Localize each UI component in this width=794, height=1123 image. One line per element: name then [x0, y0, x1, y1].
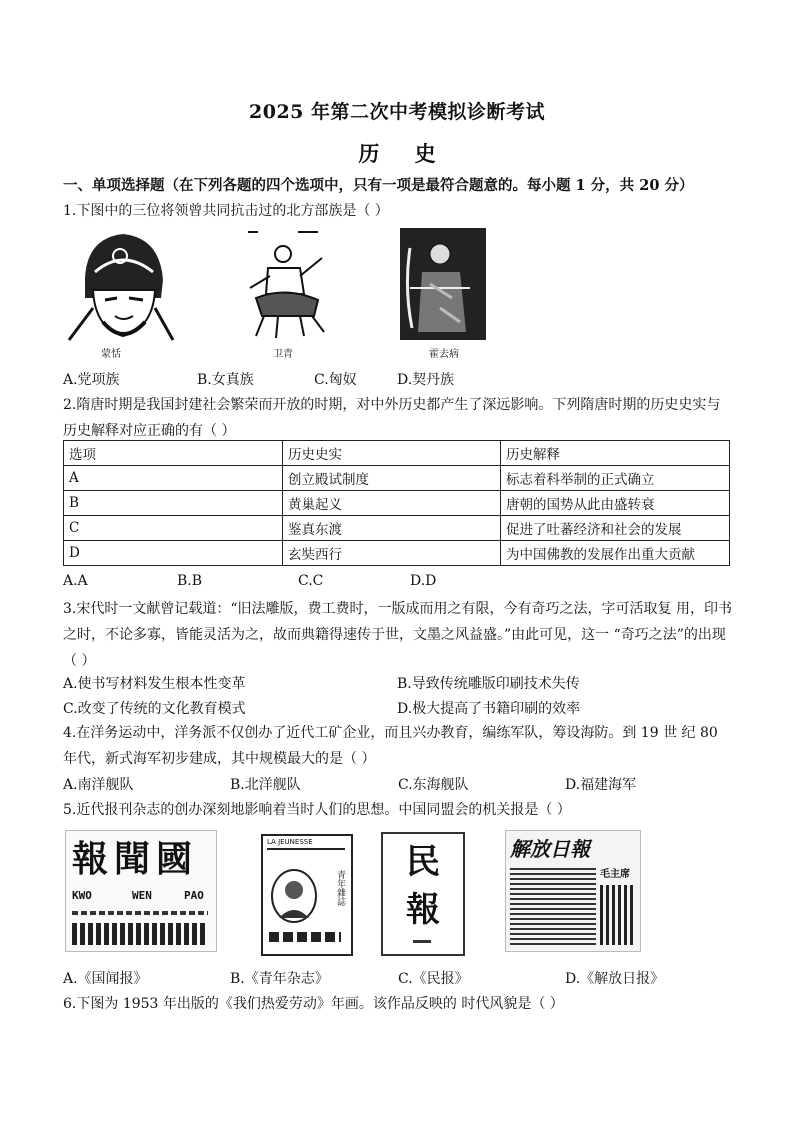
table-cell: 唐朝的国势从此由盛转衰	[501, 491, 730, 516]
table-header-row	[64, 441, 730, 466]
exam-title: 2025 年第二次中考模拟诊断考试	[249, 101, 545, 123]
question-5-options	[63, 968, 743, 992]
roman-kwo: KWO	[72, 889, 92, 902]
newspaper-min-bao	[381, 832, 465, 956]
print-lines	[72, 911, 208, 915]
question-2-stem: 2.隋唐时期是我国封建社会繁荣而开放的时期，对中外历史都产生了深远影响。下列隋唐时期的历史史实与历史解释对应正确的有（ ）	[63, 397, 721, 439]
section-heading: 一、单项选择题（在下列各题的四个选项中，只有一项是最符合题意的。每小题 1 分，共 20 分）	[63, 177, 694, 194]
q5-option-c[interactable]: C.《民报》	[398, 971, 469, 987]
q1-option-d[interactable]: D.契丹族	[397, 372, 455, 388]
question-1-stem: 1.下图中的三位将领曾共同抗击过的北方部族是（ ）	[63, 203, 389, 219]
q5-newspapers	[63, 830, 663, 955]
print-block	[600, 885, 636, 945]
q3-option-d[interactable]: D.极大提高了书籍印刷的效率	[397, 701, 581, 717]
q1-option-b[interactable]: B.女真族	[197, 372, 254, 388]
kwo-wen-pao-masthead: 報聞國	[72, 838, 199, 880]
print-mark	[413, 940, 431, 943]
huo-qubing-figure	[400, 228, 486, 340]
table-row	[64, 516, 730, 541]
la-jeunesse-head: LA JEUNESSE	[267, 838, 313, 846]
divider	[267, 848, 345, 850]
newspaper-la-jeunesse	[261, 834, 353, 956]
portrait-medallion	[269, 868, 319, 924]
table-cell: 创立殿试制度	[283, 466, 501, 491]
table-cell: A	[64, 466, 283, 491]
table-row	[64, 466, 730, 491]
print-block	[269, 932, 341, 942]
table-cell: C	[64, 516, 283, 541]
newspaper-jiefang-ribao	[505, 830, 641, 952]
question-4-stem: 4.在洋务运动中，洋务派不仅创办了近代工矿企业，而且兴办教育，编练军队，筹设海防。到 19 世 纪 80 年代，新式海军初步建成，其中规模最大的是（ ）	[63, 725, 718, 767]
meng-tian-portrait	[65, 228, 177, 343]
caption-meng-tian: 蒙恬	[101, 349, 121, 360]
question-5-stem: 5.近代报刊杂志的创办深刻地影响着当时人们的思想。中国同盟会的机关报是（ ）	[63, 802, 571, 818]
question-2-table	[63, 440, 730, 566]
question-3-stem: 3.宋代时一文献曾记载道：“旧法雕版，费工费时，一版成而用之有限，今有奇巧之法，字可活取复 用，印书之时，不论多寡，皆能灵活为之，故而典籍得速传于世，文墨之风益盛。”由此可见，这一 “奇巧之法”的出现（ ）	[63, 601, 732, 669]
table-cell: 为中国佛教的发展作出重大贡献	[501, 541, 730, 566]
q4-option-d[interactable]: D.福建海军	[565, 777, 637, 793]
la-jeunesse-side-title: 青年雜誌	[335, 870, 345, 906]
q4-option-a[interactable]: A.南洋舰队	[63, 777, 134, 793]
q1-option-a[interactable]: A.党项族	[63, 372, 120, 388]
q4-option-b[interactable]: B.北洋舰队	[230, 777, 301, 793]
q2-option-d[interactable]: D.D	[410, 573, 437, 589]
question-3-options-row1	[63, 673, 743, 697]
q3-option-a[interactable]: A.使书写材料发生根本性变革	[63, 676, 246, 692]
roman-wen: WEN	[132, 889, 152, 902]
question-4-options	[63, 774, 743, 798]
q2-option-a[interactable]: A.A	[63, 573, 88, 589]
question-1-options	[63, 369, 743, 393]
print-columns	[510, 865, 596, 945]
table-row	[64, 491, 730, 516]
q5-option-b[interactable]: B.《青年杂志》	[230, 971, 329, 987]
table-header-cell: 选项	[64, 441, 283, 466]
caption-huo-qubing: 霍去病	[429, 349, 459, 360]
question-6-stem: 6.下图为 1953 年出版的《我们热爱劳动》年画。该作品反映的 时代风貌是（ ）	[63, 996, 564, 1012]
q3-option-b[interactable]: B.导致传统雕版印刷技术失传	[397, 676, 580, 692]
q4-option-c[interactable]: C.东海舰队	[398, 777, 469, 793]
newspaper-kwo-wen-pao	[65, 830, 217, 952]
caption-wei-qing: 卫青	[273, 349, 293, 360]
min-bao-masthead: 民報	[406, 842, 440, 930]
table-row	[64, 541, 730, 566]
q2-option-c[interactable]: C.C	[298, 573, 324, 589]
roman-pao: PAO	[184, 889, 204, 902]
table-cell: 鉴真东渡	[283, 516, 501, 541]
q2-option-b[interactable]: B.B	[177, 573, 203, 589]
table-header-cell: 历史史实	[283, 441, 501, 466]
question-3-options-row2	[63, 698, 743, 722]
subject-title: 历 史	[358, 141, 450, 166]
wei-qing-figure	[238, 228, 333, 340]
table-cell: D	[64, 541, 283, 566]
table-cell: 黄巢起义	[283, 491, 501, 516]
table-cell: 促进了吐蕃经济和社会的发展	[501, 516, 730, 541]
q1-option-c[interactable]: C.匈奴	[314, 372, 357, 388]
table-header-cell: 历史解释	[501, 441, 730, 466]
q1-figures	[63, 228, 503, 358]
table-cell: 玄奘西行	[283, 541, 501, 566]
q5-option-a[interactable]: A.《国闻报》	[63, 971, 148, 987]
q3-option-c[interactable]: C.改变了传统的文化教育模式	[63, 701, 246, 717]
question-2-options	[63, 573, 743, 597]
print-block	[72, 923, 208, 945]
q5-option-d[interactable]: D.《解放日报》	[565, 971, 665, 987]
table-cell: 标志着科举制的正式确立	[501, 466, 730, 491]
table-cell: B	[64, 491, 283, 516]
jiefang-side-headline: 毛主席	[600, 869, 630, 880]
jiefang-ribao-masthead: 解放日報	[510, 837, 590, 861]
